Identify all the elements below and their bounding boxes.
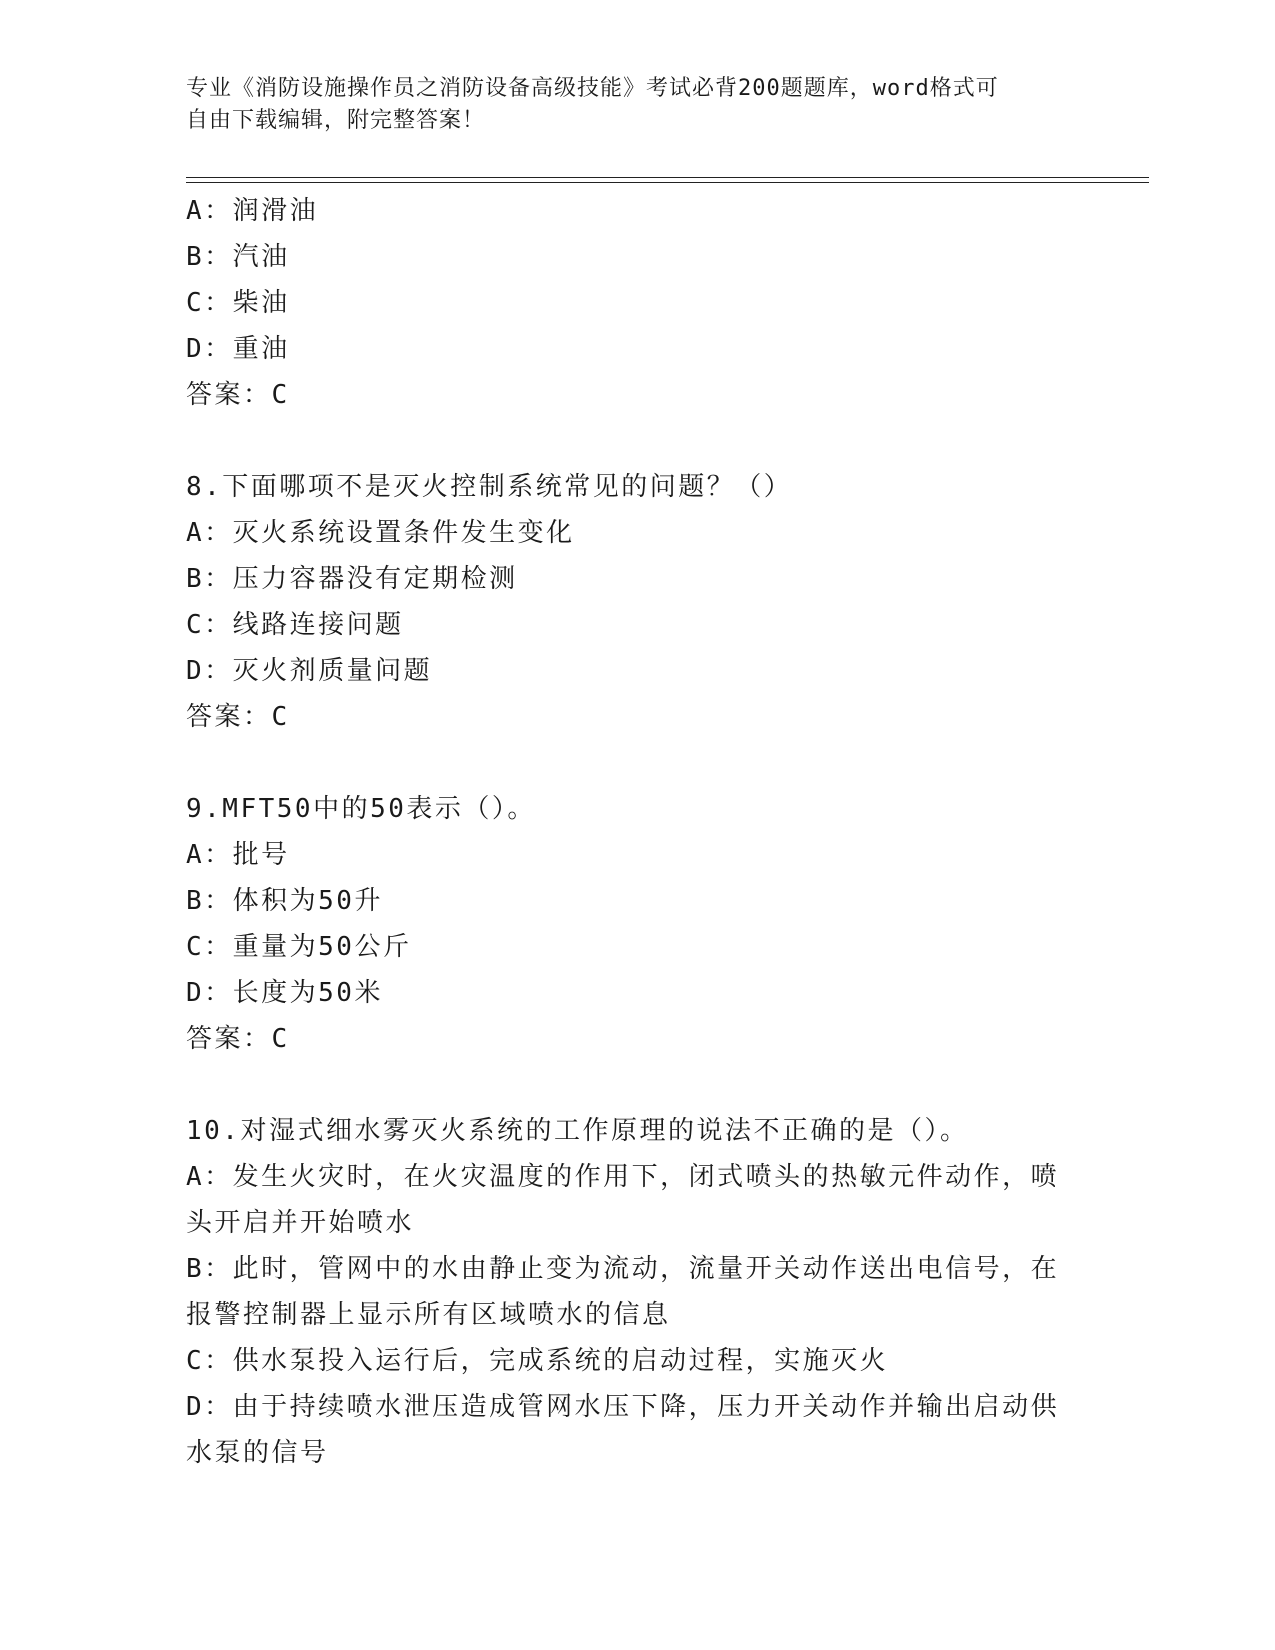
- option-a: A：灭火系统设置条件发生变化: [186, 518, 575, 548]
- document-header: [186, 73, 1066, 137]
- option-a: A：发生火灾时，在火灾温度的作用下，闭式喷头的热敏元件动作，喷头开启并开始喷水: [186, 1162, 1060, 1238]
- option-d: D：由于持续喷水泄压造成管网水压下降，压力开关动作并输出启动供水泵的信号: [186, 1392, 1060, 1468]
- option-d: D：重油: [186, 334, 290, 364]
- option-b: B：此时，管网中的水由静止变为流动，流量开关动作送出电信号，在报警控制器上显示所有区域喷水的信息: [186, 1254, 1060, 1330]
- option-a: A：批号: [186, 840, 290, 870]
- question-8-block: [186, 464, 1086, 740]
- option-a: A：润滑油: [186, 196, 319, 226]
- option-b: B：体积为50升: [186, 886, 383, 916]
- option-b: B：压力容器没有定期检测: [186, 564, 518, 594]
- question-text: 10.对湿式细水雾灭火系统的工作原理的说法不正确的是（）。: [186, 1116, 969, 1146]
- option-b: B：汽油: [186, 242, 290, 272]
- spacer: [186, 1062, 1086, 1108]
- option-c: C：线路连接问题: [186, 610, 404, 640]
- option-c: C：重量为50公斤: [186, 932, 412, 962]
- question-text: 8.下面哪项不是灭火控制系统常见的问题？（）: [186, 472, 793, 502]
- question-10-block: [186, 1108, 1086, 1476]
- option-d: D：长度为50米: [186, 978, 383, 1008]
- header-line-2: 自由下载编辑，附完整答案！: [186, 108, 486, 133]
- header-divider-bottom: [186, 182, 1149, 183]
- question-list: [186, 188, 1086, 1476]
- question-text: 9.MFT50中的50表示（）。: [186, 794, 536, 824]
- header-line-1: 专业《消防设施操作员之消防设备高级技能》考试必背200题题库，word格式可: [186, 76, 999, 101]
- option-c: C：供水泵投入运行后，完成系统的启动过程，实施灭火: [186, 1346, 889, 1376]
- question-7-block: [186, 188, 1086, 418]
- answer: 答案：C: [186, 380, 290, 410]
- answer: 答案：C: [186, 1024, 290, 1054]
- question-9-block: [186, 786, 1086, 1062]
- spacer: [186, 418, 1086, 464]
- answer: 答案：C: [186, 702, 290, 732]
- spacer: [186, 740, 1086, 786]
- header-divider-top: [186, 177, 1149, 178]
- option-c: C：柴油: [186, 288, 290, 318]
- option-d: D：灭火剂质量问题: [186, 656, 433, 686]
